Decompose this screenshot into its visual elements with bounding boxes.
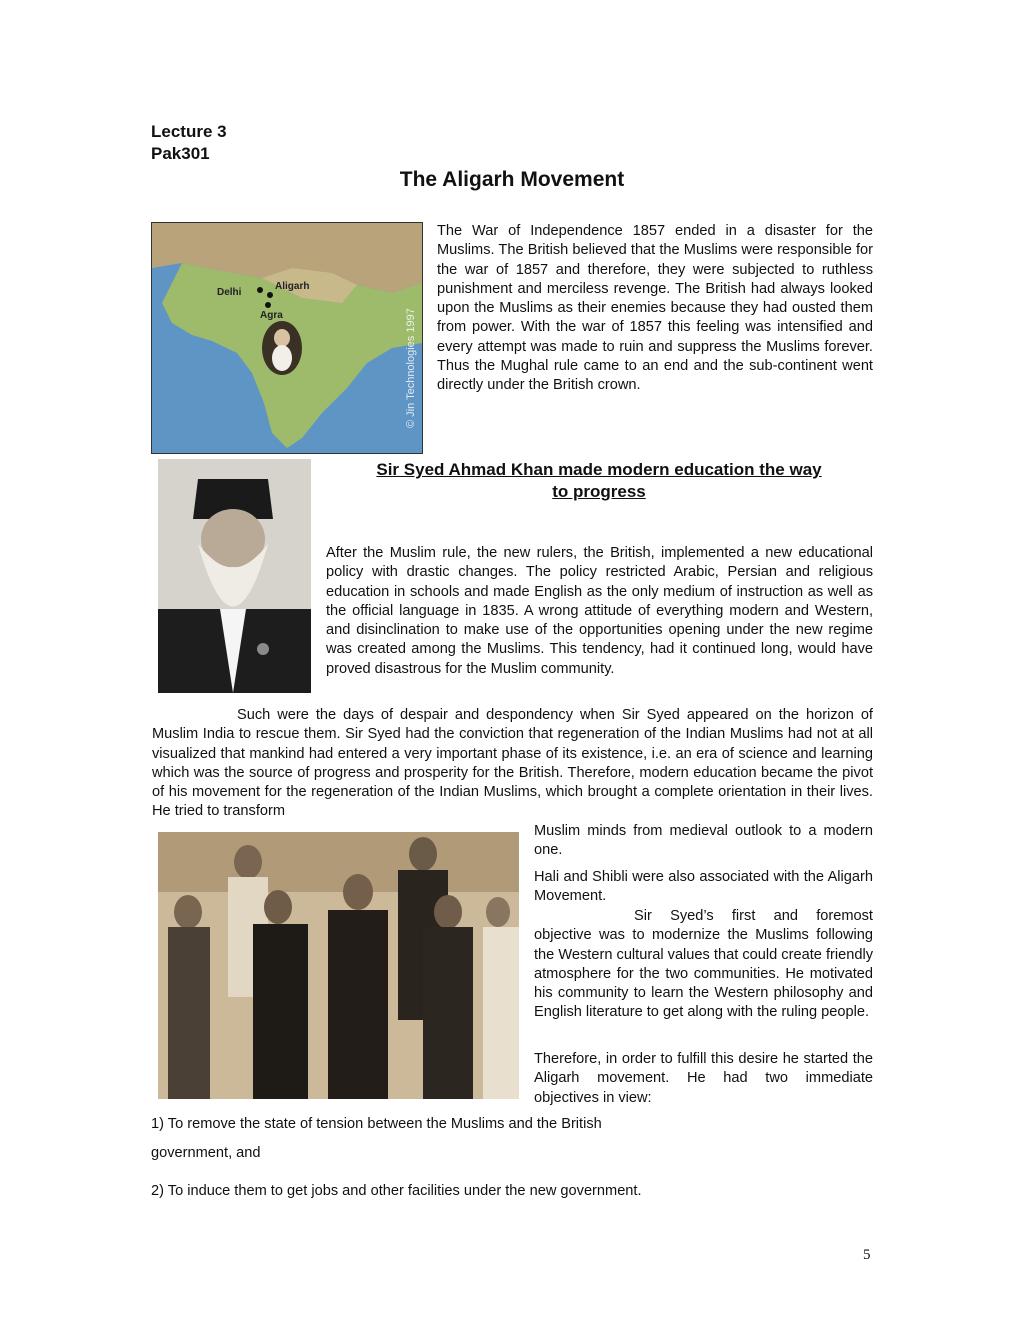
sir-syed-paragraph-continued: Muslim minds from medieval outlook to a modern one.	[534, 823, 873, 859]
education-policy-paragraph: After the Muslim rule, the new rulers, the British, implemented a new educational policy with drastic changes. The policy restricted Arabic, Persian and religious education in schools and made English as the only medium of instruction as well as the official language in 1835. A wrong attitude of everything modern and Western, and disinclination to make use of the opportunities opening under the new regime was created among the Muslims. This tendency, had it continued long, would have proved disastrous for the Muslim community.	[326, 545, 873, 677]
intro-paragraph: The War of Independence 1857 ended in a disaster for the Muslims. The British believed that the Muslims were responsible for the war of 1857 and therefore, they were subjected to ruthless punishment and merciless revenge. The British had always looked upon the Muslims as their enemies because they had ousted them from power. With the war of 1857 this feeling was intensified and every attempt was made to ruin and suppress the Muslims forever. Thus the Mughal rule came to an end and the sub-continent went directly under the British crown.	[437, 223, 873, 394]
sir-syed-portrait	[158, 459, 311, 693]
course-code: Pak301	[151, 144, 210, 163]
page-number: 5	[863, 1247, 871, 1263]
group-photo-illustration	[158, 832, 519, 1099]
map-label-agra: Agra	[260, 310, 283, 321]
objective-item-1-line1: 1) To remove the state of tension between the Muslims and the British	[151, 1116, 602, 1132]
hali-shibli-paragraph: Hali and Shibli were also associated with the Aligarh Movement.	[534, 869, 873, 905]
lecture-label: Lecture 3	[151, 122, 227, 141]
map-label-delhi: Delhi	[217, 287, 242, 298]
map-illustration	[152, 223, 422, 453]
section-heading-line1: Sir Syed Ahmad Khan made modern education the way	[376, 460, 822, 479]
section-heading-line2: to progress	[552, 482, 646, 501]
map-watermark: © Jin Technologies 1997	[405, 308, 417, 428]
map-label-aligarh: Aligarh	[275, 281, 310, 292]
sir-syed-paragraph: Such were the days of despair and despondency when Sir Syed appeared on the horizon of Muslim India to rescue them. Sir Syed had the conviction that regeneration of the Indian Muslims had not at all visualized that mankind had entered a very important phase of its existence, i.e. an era of science and learning which was the source of progress and prosperity for the British. Therefore, modern education became the pivot of his movement for the regeneration of the Indian Muslims, which brought a complete orientation in their lives. He tried to transform	[152, 707, 873, 820]
aligarh-movement-paragraph: Therefore, in order to fulfill this desire he started the Aligarh movement. He had two immediate objectives in view:	[534, 1051, 873, 1106]
page-title: The Aligarh Movement	[399, 168, 625, 191]
first-objective-paragraph: Sir Syed’s first and foremost objective was to modernize the Muslims following the Western cultural values that could create friendly atmosphere for the two communities. He motivated his community to learn the Western philosophy and English literature to get along with the ruling people.	[534, 908, 873, 1021]
section-heading	[325, 459, 873, 503]
objective-item-1-line2: government, and	[151, 1145, 261, 1161]
portrait-illustration	[158, 459, 311, 693]
aligarh-group-photo	[158, 832, 519, 1099]
india-map-image	[151, 222, 423, 454]
objective-item-2: 2) To induce them to get jobs and other facilities under the new government.	[151, 1183, 642, 1199]
